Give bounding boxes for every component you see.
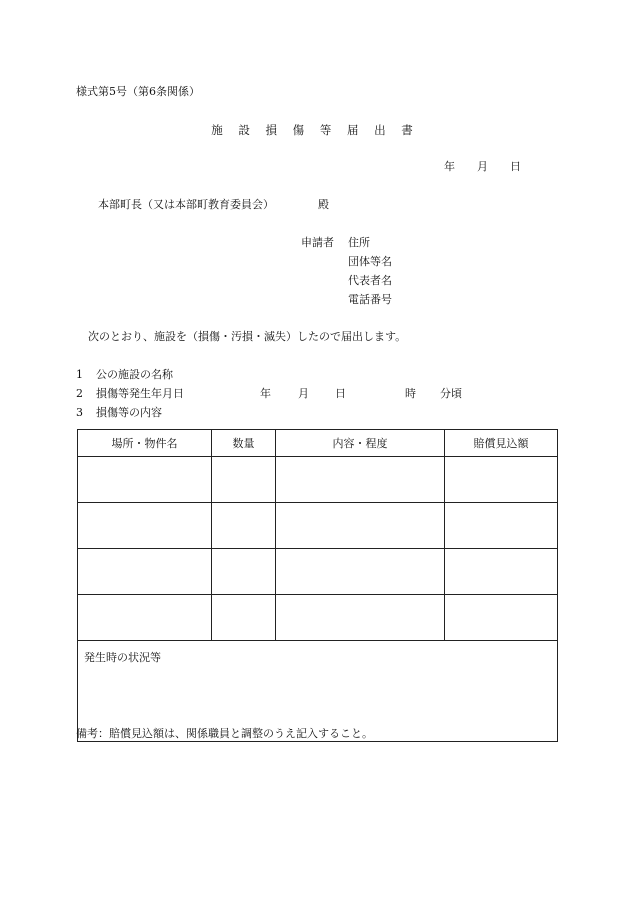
quantity-cell[interactable] bbox=[212, 503, 276, 549]
table-row bbox=[78, 457, 558, 503]
applicant-address-field: 住所 bbox=[348, 236, 370, 249]
applicant-label: 申請者 bbox=[301, 236, 334, 249]
addressee-honorific: 殿 bbox=[318, 198, 329, 211]
item-number: 2 bbox=[76, 387, 83, 400]
occurrence-hour: 時 bbox=[405, 387, 416, 400]
header-quantity: 数量 bbox=[212, 430, 276, 457]
addressee bbox=[98, 198, 329, 212]
table-header-row bbox=[78, 430, 558, 457]
applicant-representative-field: 代表者名 bbox=[348, 274, 392, 287]
content-cell[interactable] bbox=[276, 549, 445, 595]
location-cell[interactable] bbox=[78, 503, 212, 549]
header-compensation: 賠償見込額 bbox=[445, 430, 558, 457]
location-cell[interactable] bbox=[78, 595, 212, 641]
date-year: 年 bbox=[444, 160, 455, 173]
item-occurrence-date bbox=[76, 387, 462, 401]
submission-date bbox=[444, 160, 521, 174]
item-damage-content bbox=[76, 406, 162, 420]
applicant-organization-field: 団体等名 bbox=[348, 255, 392, 268]
date-month: 月 bbox=[477, 160, 488, 173]
addressee-name: 本部町長（又は本部町教育委員会） bbox=[98, 198, 274, 211]
status-label: 発生時の状況等 bbox=[84, 651, 161, 664]
date-day: 日 bbox=[510, 160, 521, 173]
compensation-cell[interactable] bbox=[445, 503, 558, 549]
header-location: 場所・物件名 bbox=[78, 430, 212, 457]
item-number: 3 bbox=[76, 406, 83, 419]
item-label: 損傷等発生年月日 bbox=[96, 387, 184, 400]
compensation-cell[interactable] bbox=[445, 457, 558, 503]
table-row bbox=[78, 549, 558, 595]
document-title: 施 設 損 傷 等 届 出 書 bbox=[211, 123, 419, 137]
form-number: 様式第5号（第6条関係） bbox=[76, 85, 200, 98]
location-cell[interactable] bbox=[78, 457, 212, 503]
applicant-phone-field: 電話番号 bbox=[348, 293, 392, 306]
occurrence-month: 月 bbox=[298, 387, 309, 400]
item-label: 公の施設の名称 bbox=[96, 368, 173, 381]
table-row bbox=[78, 595, 558, 641]
content-cell[interactable] bbox=[276, 503, 445, 549]
header-content: 内容・程度 bbox=[276, 430, 445, 457]
item-label: 損傷等の内容 bbox=[96, 406, 162, 419]
quantity-cell[interactable] bbox=[212, 549, 276, 595]
table-row bbox=[78, 503, 558, 549]
compensation-cell[interactable] bbox=[445, 595, 558, 641]
occurrence-minute: 分頃 bbox=[440, 387, 462, 400]
occurrence-year: 年 bbox=[260, 387, 271, 400]
compensation-cell[interactable] bbox=[445, 549, 558, 595]
intro-statement: 次のとおり、施設を（損傷・汚損・滅失）したので届出します。 bbox=[88, 330, 407, 343]
content-cell[interactable] bbox=[276, 457, 445, 503]
item-facility-name bbox=[76, 368, 173, 382]
remark-note: 備考：賠償見込額は、関係職員と調整のうえ記入すること。 bbox=[76, 727, 373, 740]
quantity-cell[interactable] bbox=[212, 457, 276, 503]
item-number: 1 bbox=[76, 368, 83, 381]
occurrence-day: 日 bbox=[335, 387, 346, 400]
quantity-cell[interactable] bbox=[212, 595, 276, 641]
damage-table bbox=[77, 429, 558, 742]
location-cell[interactable] bbox=[78, 549, 212, 595]
content-cell[interactable] bbox=[276, 595, 445, 641]
